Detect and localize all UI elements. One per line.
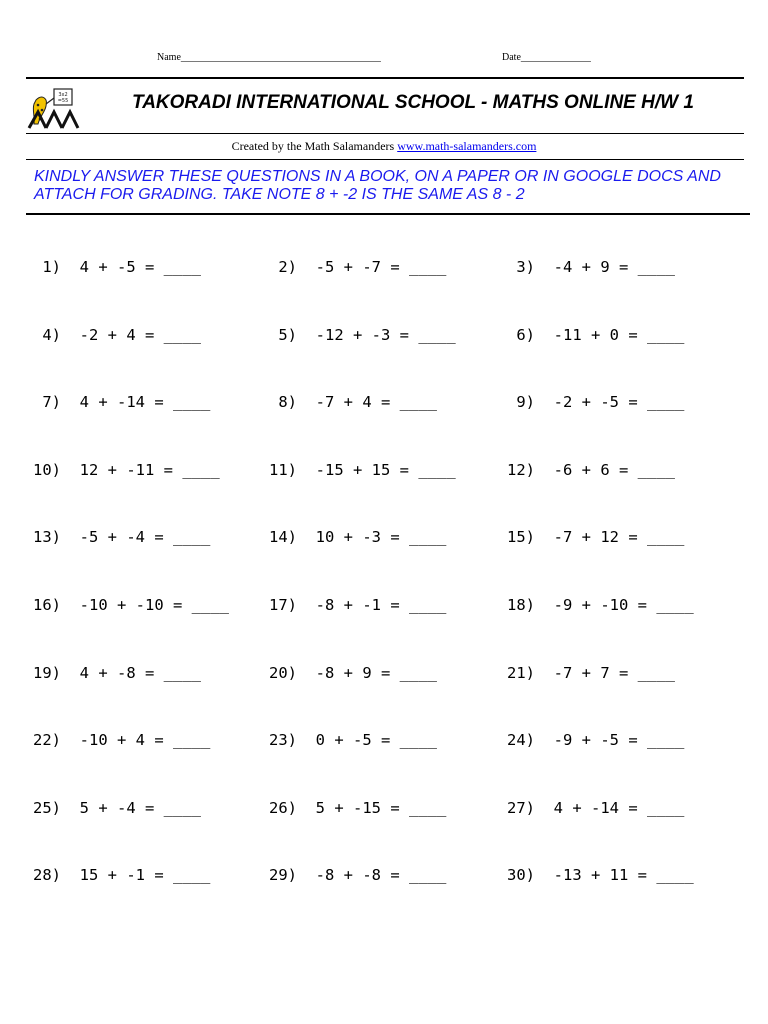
problem-item — [269, 664, 437, 682]
problem-expression[interactable]: 4 + -14 = ____ — [553, 798, 685, 817]
problem-number: 14) — [269, 528, 297, 547]
problem-item — [33, 866, 210, 884]
problem-expression[interactable]: -2 + -5 = ____ — [553, 393, 685, 412]
problem-expression[interactable]: -15 + 15 = ____ — [315, 460, 456, 479]
problem-number: 25) — [33, 798, 61, 817]
problem-item — [269, 596, 446, 614]
problem-item — [33, 393, 210, 411]
problem-number: 30) — [507, 866, 535, 885]
problem-item — [33, 326, 201, 344]
problem-number: 13) — [33, 528, 61, 547]
problem-expression[interactable]: -4 + 9 = ____ — [553, 258, 675, 276]
problem-expression[interactable]: -5 + -4 = ____ — [79, 528, 211, 547]
problem-item — [507, 799, 684, 817]
problem-number: 17) — [269, 596, 297, 614]
problem-expression[interactable]: 4 + -5 = ____ — [79, 258, 201, 276]
problem-item — [507, 461, 675, 479]
svg-text:3x2: 3x2 — [58, 92, 68, 98]
problem-number: 10) — [33, 460, 61, 479]
problem-item — [269, 393, 437, 411]
problem-item — [33, 461, 220, 479]
problem-number: 2) — [269, 258, 297, 276]
problem-number: 20) — [269, 663, 297, 682]
problem-item — [33, 664, 201, 682]
credit-text: Created by the Math Salamanders — [231, 139, 398, 153]
problem-expression[interactable]: -13 + 11 = ____ — [553, 866, 694, 885]
problem-expression[interactable]: 4 + -8 = ____ — [79, 663, 201, 682]
problem-expression[interactable]: -10 + 4 = ____ — [79, 731, 211, 750]
problem-item — [269, 461, 456, 479]
problem-number: 5) — [269, 325, 297, 344]
problem-item — [33, 731, 210, 749]
instructions-line: KINDLY ANSWER THESE QUESTIONS IN A BOOK, ON A PAPER OR IN GOOGLE DOCS AND — [34, 168, 721, 185]
problem-item — [269, 528, 446, 546]
problem-expression[interactable]: -9 + -10 = ____ — [553, 596, 694, 614]
problem-item — [33, 528, 210, 546]
page-title: TAKORADI INTERNATIONAL SCHOOL - MATHS ONLINE H/W 1 — [132, 92, 694, 113]
problem-number: 8) — [269, 393, 297, 412]
svg-text:=55: =55 — [57, 98, 69, 104]
problem-number: 23) — [269, 731, 297, 750]
problem-number: 18) — [507, 596, 535, 614]
problem-item — [33, 258, 201, 276]
problem-item — [507, 258, 675, 276]
problem-number: 24) — [507, 731, 535, 750]
problem-item — [269, 866, 446, 884]
problem-item — [33, 799, 201, 817]
problem-number: 16) — [33, 596, 61, 614]
problem-item — [269, 258, 446, 276]
date-field[interactable]: Date______________ — [502, 52, 591, 63]
problem-expression[interactable]: 5 + -4 = ____ — [79, 798, 201, 817]
problem-item — [507, 326, 684, 344]
problem-expression[interactable]: -2 + 4 = ____ — [79, 325, 201, 344]
instructions-line: ATTACH FOR GRADING. TAKE NOTE 8 + -2 IS THE SAME AS 8 - 2 — [34, 186, 525, 203]
problem-item — [33, 596, 229, 614]
problem-number: 1) — [33, 258, 61, 276]
problem-item — [507, 596, 694, 614]
problem-number: 27) — [507, 798, 535, 817]
problem-number: 15) — [507, 528, 535, 547]
problem-number: 26) — [269, 798, 297, 817]
problem-number: 6) — [507, 325, 535, 344]
problem-item — [269, 326, 456, 344]
problem-expression[interactable]: -10 + -10 = ____ — [79, 596, 229, 614]
problem-number: 3) — [507, 258, 535, 276]
problem-expression[interactable]: -7 + 4 = ____ — [315, 393, 437, 412]
problem-item — [507, 866, 694, 884]
name-field[interactable]: Name________________________________________ — [157, 52, 381, 63]
problem-expression[interactable]: 10 + -3 = ____ — [315, 528, 447, 547]
problem-expression[interactable]: 5 + -15 = ____ — [315, 798, 447, 817]
problem-number: 11) — [269, 460, 297, 479]
problem-expression[interactable]: 4 + -14 = ____ — [79, 393, 211, 412]
problem-item — [269, 799, 446, 817]
problem-expression[interactable]: -7 + 12 = ____ — [553, 528, 685, 547]
problem-expression[interactable]: 12 + -11 = ____ — [79, 460, 220, 479]
problem-item — [507, 528, 684, 546]
problem-expression[interactable]: -9 + -5 = ____ — [553, 731, 685, 750]
problem-number: 21) — [507, 663, 535, 682]
problem-item — [507, 731, 684, 749]
problem-number: 4) — [33, 325, 61, 344]
credit-link[interactable]: www.math-salamanders.com — [397, 139, 537, 153]
problem-expression[interactable]: -7 + 7 = ____ — [553, 663, 675, 682]
problem-number: 28) — [33, 866, 61, 885]
problem-expression[interactable]: 15 + -1 = ____ — [79, 866, 211, 885]
problem-expression[interactable]: -11 + 0 = ____ — [553, 325, 685, 344]
problem-expression[interactable]: -6 + 6 = ____ — [553, 460, 675, 479]
problem-expression[interactable]: -12 + -3 = ____ — [315, 325, 456, 344]
problem-expression[interactable]: 0 + -5 = ____ — [315, 731, 437, 750]
problem-number: 12) — [507, 460, 535, 479]
problem-expression[interactable]: -8 + -1 = ____ — [315, 596, 447, 614]
problem-number: 9) — [507, 393, 535, 412]
problem-number: 29) — [269, 866, 297, 885]
problem-number: 19) — [33, 663, 61, 682]
problem-number: 22) — [33, 731, 61, 750]
problem-expression[interactable]: -8 + 9 = ____ — [315, 663, 437, 682]
problem-item — [507, 664, 675, 682]
problem-item — [269, 731, 437, 749]
problem-item — [507, 393, 684, 411]
problem-expression[interactable]: -5 + -7 = ____ — [315, 258, 447, 276]
problem-number: 7) — [33, 393, 61, 412]
problem-expression[interactable]: -8 + -8 = ____ — [315, 866, 447, 885]
